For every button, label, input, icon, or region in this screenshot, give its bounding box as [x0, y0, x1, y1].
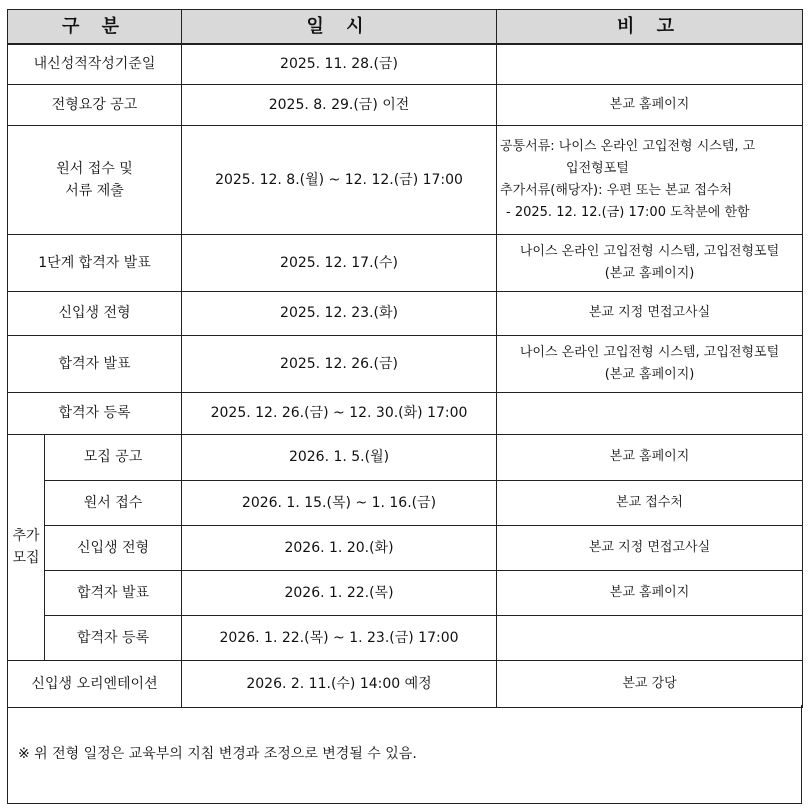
row-category: 내신성적작성기준일 [8, 44, 182, 84]
row-date: 2025. 12. 8.(월) ~ 12. 12.(금) 17:00 [182, 125, 497, 234]
note-line: 나이스 온라인 고입전형 시스템, 고입전형포털 [519, 344, 780, 360]
row-note [497, 335, 803, 392]
table-row [8, 392, 803, 434]
row-note: 본교 지정 면접고사실 [497, 525, 803, 570]
row-note: 본교 접수처 [497, 480, 803, 525]
table-row [8, 291, 803, 335]
row-note [497, 615, 803, 660]
row-category: 신입생 전형 [45, 525, 182, 570]
label-line: 추가 [12, 528, 40, 544]
table-row [8, 84, 803, 125]
row-note: 본교 홈페이지 [497, 570, 803, 615]
row-category: 신입생 오리엔테이션 [8, 660, 182, 707]
row-date: 2026. 2. 11.(수) 14:00 예정 [182, 660, 497, 707]
row-note [497, 392, 803, 434]
table-row [8, 234, 803, 291]
row-date: 2025. 12. 23.(화) [182, 291, 497, 335]
table-row [8, 525, 803, 570]
row-note: 본교 강당 [497, 660, 803, 707]
table-row [8, 125, 803, 234]
row-date: 2025. 12. 26.(금) [182, 335, 497, 392]
row-category: 전형요강 공고 [8, 84, 182, 125]
row-category: 합격자 발표 [8, 335, 182, 392]
note-line: 공통서류: 나이스 온라인 고입전형 시스템, 고 [500, 138, 756, 154]
row-date: 2025. 12. 26.(금) ~ 12. 30.(화) 17:00 [182, 392, 497, 434]
row-category [8, 125, 182, 234]
header-datetime: 일 시 [182, 10, 497, 45]
row-date: 2025. 12. 17.(수) [182, 234, 497, 291]
category-line: 서류 제출 [65, 182, 124, 199]
row-date: 2026. 1. 15.(목) ~ 1. 16.(금) [182, 480, 497, 525]
note-line: 입전형포털 [566, 160, 629, 176]
footer-note-box [7, 705, 802, 804]
row-note: 본교 지정 면접고사실 [497, 291, 803, 335]
table-row [8, 434, 803, 480]
row-date: 2026. 1. 5.(월) [182, 434, 497, 480]
schedule-table [7, 9, 803, 708]
note-line: - 2025. 12. 12.(금) 17:00 도착분에 한함 [506, 204, 750, 220]
note-line: (본교 홈페이지) [604, 265, 695, 281]
table-row [8, 44, 803, 84]
label-line: 모집 [12, 550, 40, 566]
table-row [8, 335, 803, 392]
table-row [8, 660, 803, 707]
row-note [497, 125, 803, 234]
row-date: 2026. 1. 22.(목) [182, 570, 497, 615]
table-row [8, 570, 803, 615]
row-date: 2025. 8. 29.(금) 이전 [182, 84, 497, 125]
note-line: (본교 홈페이지) [604, 366, 695, 382]
header-row [8, 10, 803, 45]
row-category: 원서 접수 [45, 480, 182, 525]
row-date: 2026. 1. 22.(목) ~ 1. 23.(금) 17:00 [182, 615, 497, 660]
note-line: 나이스 온라인 고입전형 시스템, 고입전형포털 [519, 243, 780, 259]
table-row [8, 480, 803, 525]
header-category: 구 분 [8, 10, 182, 45]
table-row [8, 615, 803, 660]
row-note: 본교 홈페이지 [497, 84, 803, 125]
note-line: 추가서류(해당자): 우편 또는 본교 접수처 [500, 182, 732, 198]
header-remarks: 비 고 [497, 10, 803, 45]
row-note [497, 234, 803, 291]
row-note [497, 44, 803, 84]
footer-note: ※ 위 전형 일정은 교육부의 지침 변경과 조정으로 변경될 수 있음. [18, 746, 417, 762]
additional-recruitment-label [8, 434, 45, 660]
row-category: 합격자 발표 [45, 570, 182, 615]
row-category: 신입생 전형 [8, 291, 182, 335]
row-date: 2026. 1. 20.(화) [182, 525, 497, 570]
row-category: 합격자 등록 [45, 615, 182, 660]
row-category: 합격자 등록 [8, 392, 182, 434]
row-note: 본교 홈페이지 [497, 434, 803, 480]
category-line: 원서 접수 및 [56, 160, 133, 177]
row-category: 모집 공고 [45, 434, 182, 480]
row-date: 2025. 11. 28.(금) [182, 44, 497, 84]
row-category: 1단계 합격자 발표 [8, 234, 182, 291]
